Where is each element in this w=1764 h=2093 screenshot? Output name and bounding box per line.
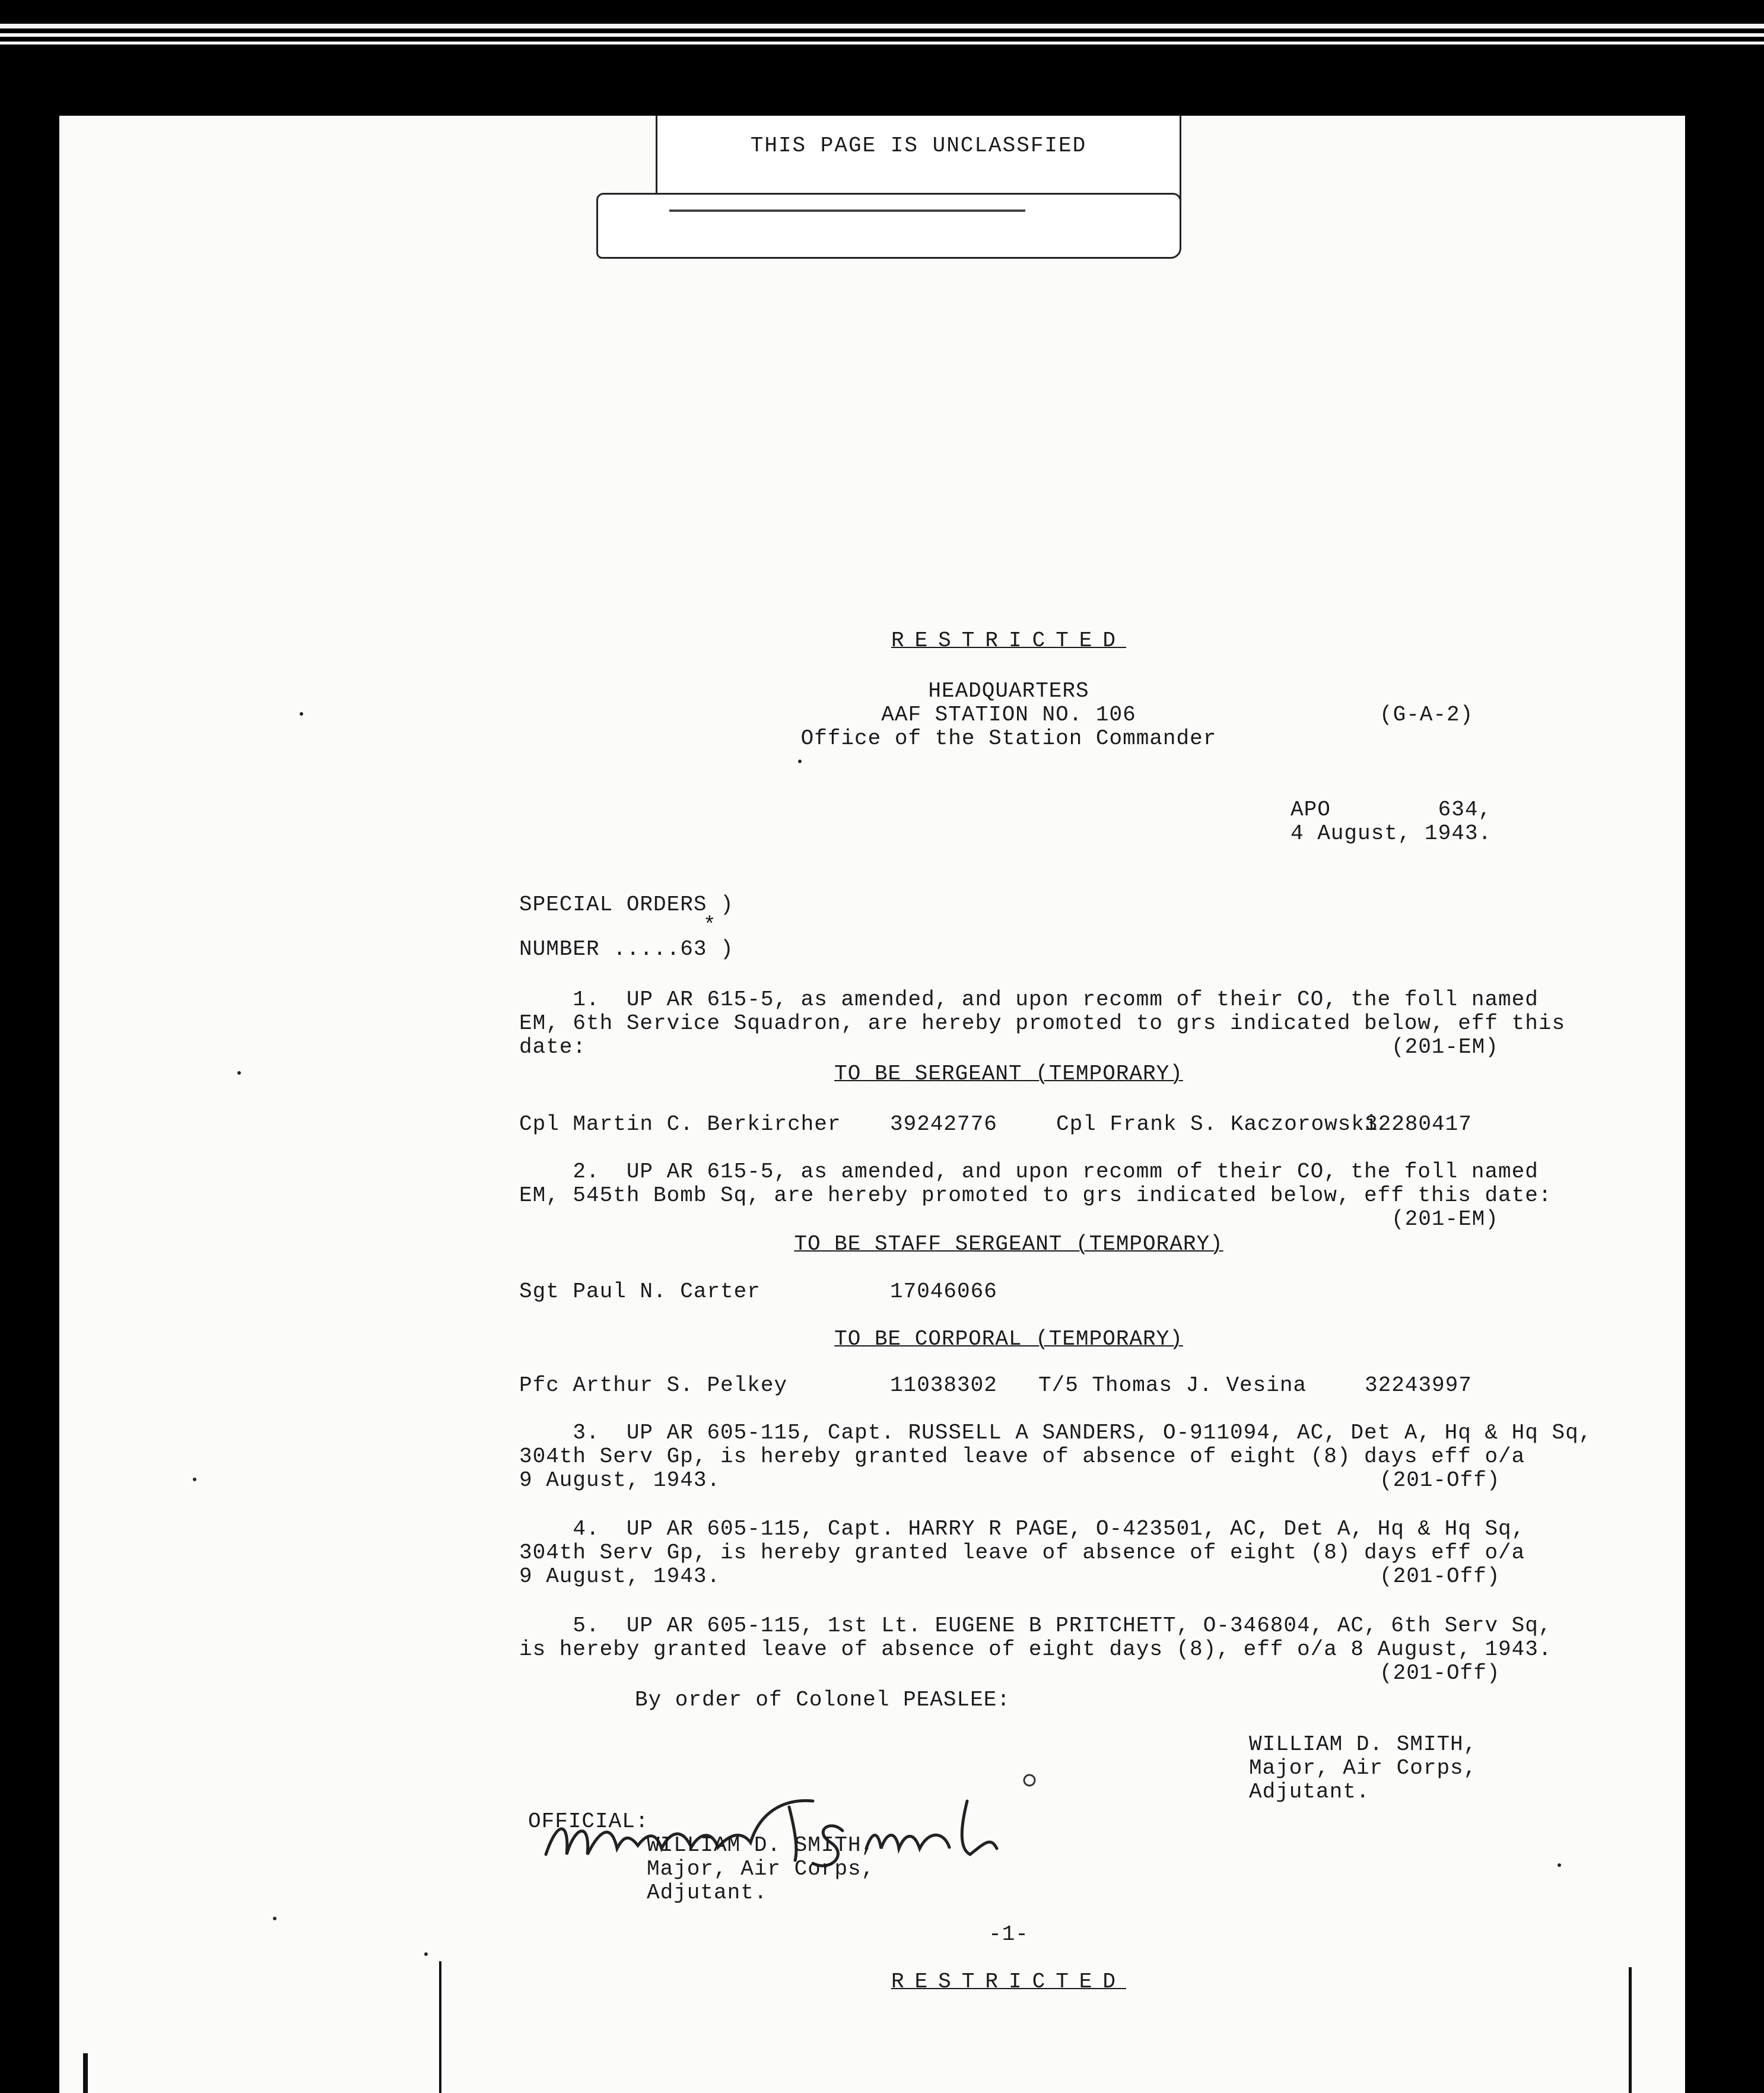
- official-rank: Major, Air Corps,: [647, 1857, 875, 1881]
- heading-line-2: AAF STATION NO. 106: [881, 703, 1136, 727]
- scan-speck: [300, 712, 303, 716]
- para1-title: TO BE SERGEANT (TEMPORARY): [834, 1062, 1183, 1086]
- para5-line2: is hereby granted leave of absence of eight days (8), eff o/a 8 August, 1943.: [519, 1637, 1552, 1662]
- scan-edge-mark: [83, 2053, 88, 2093]
- heading-code: (G-A-2): [1380, 703, 1474, 727]
- para2-row2-num1: 11038302: [890, 1373, 997, 1398]
- heading-line-1: HEADQUARTERS: [928, 679, 1089, 703]
- para3-line3: 9 August, 1943.: [519, 1468, 721, 1492]
- scan-edge-mark: [439, 1961, 441, 2093]
- official-title: Adjutant.: [647, 1881, 768, 1905]
- signer-rank: Major, Air Corps,: [1249, 1756, 1477, 1780]
- para1-line2: EM, 6th Service Squadron, are hereby promoted to grs indicated below, eff this: [519, 1011, 1566, 1036]
- signer-title: Adjutant.: [1249, 1780, 1370, 1804]
- para2-row2-name1: Pfc Arthur S. Pelkey: [519, 1373, 788, 1398]
- para2-row1-name: Sgt Paul N. Carter: [519, 1279, 761, 1304]
- heading-line-3: Office of the Station Commander: [800, 726, 1217, 751]
- para3-line1: 3. UP AR 605-115, Capt. RUSSELL A SANDERS, O-911094, AC, Det A, Hq & Hq Sq,: [519, 1421, 1593, 1445]
- scan-speck: [193, 1478, 196, 1481]
- folder-tab: [596, 193, 1181, 259]
- para5-line1: 5. UP AR 605-115, 1st Lt. EUGENE B PRITCHETT, O-346804, AC, 6th Serv Sq,: [519, 1614, 1552, 1638]
- signer-name: WILLIAM D. SMITH,: [1249, 1732, 1477, 1757]
- scan-speck: [424, 1952, 428, 1956]
- para5-ref: (201-Off): [1380, 1661, 1501, 1685]
- orders-star: *: [703, 913, 717, 938]
- page-number: -1-: [989, 1922, 1029, 1946]
- para1-ref: (201-EM): [1391, 1035, 1499, 1059]
- scan-speck: [1558, 1863, 1561, 1867]
- para1-name1: Cpl Martin C. Berkircher: [519, 1112, 841, 1136]
- para1-line1: 1. UP AR 615-5, as amended, and upon recomm of their CO, the foll named: [519, 987, 1539, 1012]
- para2-title1: TO BE STAFF SERGEANT (TEMPORARY): [794, 1232, 1223, 1256]
- para3-ref: (201-Off): [1380, 1468, 1501, 1492]
- official-label: OFFICIAL:: [528, 1809, 649, 1834]
- banner-text: THIS PAGE IS UNCLASSFIED: [750, 134, 1087, 158]
- para2-line1: 2. UP AR 615-5, as amended, and upon recomm of their CO, the foll named: [519, 1160, 1539, 1184]
- para4-line3: 9 August, 1943.: [519, 1564, 721, 1589]
- para4-line1: 4. UP AR 605-115, Capt. HARRY R PAGE, O-423501, AC, Det A, Hq & Hq Sq,: [519, 1517, 1525, 1541]
- para1-line3: date:: [519, 1035, 587, 1059]
- scan-border-line: [0, 42, 1764, 45]
- para4-ref: (201-Off): [1380, 1564, 1501, 1589]
- classification-top: RESTRICTED: [891, 628, 1127, 653]
- apo-line: APO 634,: [1291, 798, 1492, 822]
- para3-line2: 304th Serv Gp, is hereby granted leave of absence of eight (8) days eff o/a: [519, 1444, 1525, 1469]
- tab-line: [669, 209, 1025, 212]
- scan-speck: [273, 1917, 276, 1920]
- scan-speck: [237, 1071, 241, 1075]
- para4-line2: 304th Serv Gp, is hereby granted leave of absence of eight (8) days eff o/a: [519, 1541, 1525, 1565]
- para1-name2: Cpl Frank S. Kaczorowski: [1056, 1112, 1378, 1136]
- scan-border-line: [0, 24, 1764, 28]
- para2-row2-name2: T/5 Thomas J. Vesina: [1038, 1373, 1307, 1398]
- scan-edge-mark: [1629, 1967, 1632, 2093]
- para1-num2: 32280417: [1365, 1112, 1472, 1136]
- para2-title2: TO BE CORPORAL (TEMPORARY): [834, 1327, 1183, 1351]
- para2-ref: (201-EM): [1391, 1207, 1499, 1231]
- scan-border-line: [0, 33, 1764, 37]
- by-order-line: By order of Colonel PEASLEE:: [635, 1688, 1010, 1712]
- document-page: [59, 116, 1685, 2093]
- classification-bottom: RESTRICTED: [891, 1970, 1127, 1994]
- para1-num1: 39242776: [890, 1112, 997, 1136]
- orders-number: NUMBER .....63 ): [519, 937, 734, 961]
- para2-row1-num: 17046066: [890, 1279, 997, 1304]
- date-line: 4 August, 1943.: [1291, 821, 1492, 846]
- para2-row2-num2: 32243997: [1365, 1373, 1472, 1398]
- scan-speck: [798, 760, 802, 763]
- official-name: WILLIAM D. SMITH,: [647, 1833, 875, 1857]
- special-orders: SPECIAL ORDERS ): [519, 893, 734, 917]
- para2-line2: EM, 545th Bomb Sq, are hereby promoted to grs indicated below, eff this date:: [519, 1183, 1552, 1208]
